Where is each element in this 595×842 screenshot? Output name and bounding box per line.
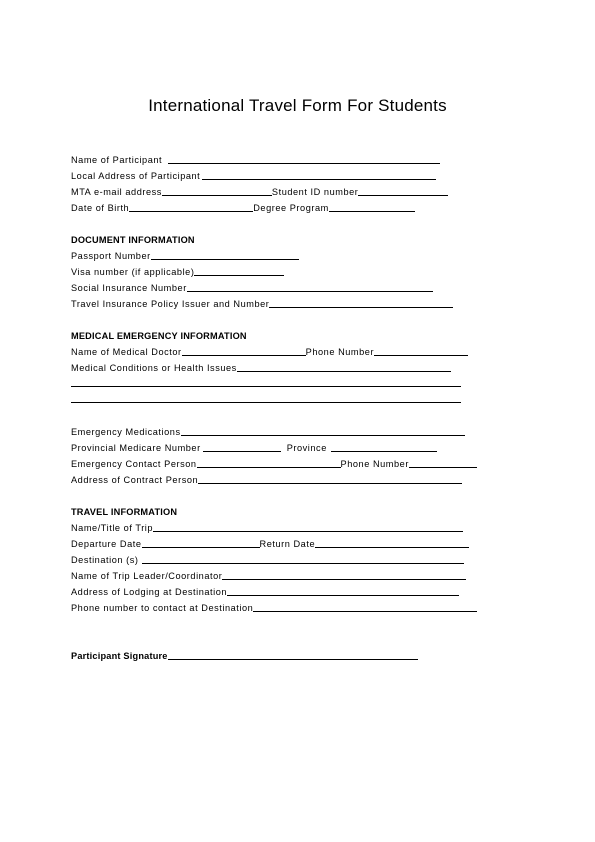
lodging-row	[71, 586, 459, 598]
contact-person-label: Emergency Contact Person	[71, 459, 197, 469]
visa-label: Visa number (if applicable)	[71, 267, 195, 277]
medicare-label: Provincial Medicare Number	[71, 443, 201, 453]
local-address-label: Local Address of Participant	[71, 171, 201, 181]
leader-row	[71, 570, 466, 582]
conditions-label: Medical Conditions or Health Issues	[71, 363, 237, 373]
doctor-label: Name of Medical Doctor	[71, 347, 182, 357]
lodging-field[interactable]	[227, 586, 459, 596]
medicare-field[interactable]	[203, 442, 281, 452]
passport-label: Passport Number	[71, 251, 151, 261]
dob-degree-row	[71, 202, 415, 214]
leader-field[interactable]	[222, 570, 466, 580]
trip-title-label: Name/Title of Trip	[71, 523, 154, 533]
medications-field[interactable]	[181, 426, 465, 436]
conditions-extra-line-2[interactable]	[71, 402, 461, 403]
participant-name-field[interactable]	[168, 154, 440, 164]
destination-label: Destination (s)	[71, 555, 139, 565]
visa-row	[71, 266, 284, 278]
passport-row	[71, 250, 299, 262]
dob-field[interactable]	[129, 202, 253, 212]
phone-dest-label: Phone number to contact at Destination	[71, 603, 254, 613]
contact-address-label: Address of Contract Person	[71, 475, 199, 485]
phone-dest-field[interactable]	[253, 602, 477, 612]
conditions-field[interactable]	[237, 362, 451, 372]
participant-name-row	[71, 154, 440, 166]
doctor-phone-label: Phone Number	[305, 347, 375, 357]
insurance-label: Travel Insurance Policy Issuer and Number	[71, 299, 270, 309]
document-heading: DOCUMENT INFORMATION	[71, 235, 195, 245]
destination-field[interactable]	[142, 554, 464, 564]
medications-row	[71, 426, 465, 438]
degree-label: Degree Program	[253, 203, 329, 213]
conditions-row	[71, 362, 451, 374]
sin-row	[71, 282, 433, 294]
degree-field[interactable]	[329, 202, 415, 212]
student-id-field[interactable]	[358, 186, 448, 196]
medications-label: Emergency Medications	[71, 427, 181, 437]
lodging-label: Address of Lodging at Destination	[71, 587, 228, 597]
departure-field[interactable]	[142, 538, 260, 548]
province-label: Province	[286, 443, 327, 453]
sin-field[interactable]	[187, 282, 433, 292]
medicare-row	[71, 442, 437, 454]
passport-field[interactable]	[151, 250, 299, 260]
contact-address-row	[71, 474, 462, 486]
email-label: MTA e-mail address	[71, 187, 162, 197]
trip-title-field[interactable]	[153, 522, 463, 532]
doctor-field[interactable]	[182, 346, 306, 356]
province-field[interactable]	[331, 442, 437, 452]
signature-field[interactable]	[168, 650, 418, 660]
email-field[interactable]	[162, 186, 272, 196]
leader-label: Name of Trip Leader/Coordinator	[71, 571, 223, 581]
trip-title-row	[71, 522, 463, 534]
insurance-row	[71, 298, 453, 310]
doctor-row	[71, 346, 468, 358]
visa-field[interactable]	[194, 266, 284, 276]
contact-phone-label: Phone Number	[340, 459, 409, 469]
contact-phone-field[interactable]	[409, 458, 477, 468]
participant-name-label: Name of Participant	[71, 155, 163, 165]
doctor-phone-field[interactable]	[374, 346, 468, 356]
dates-row	[71, 538, 469, 550]
contact-address-field[interactable]	[198, 474, 462, 484]
return-field[interactable]	[315, 538, 469, 548]
destination-row	[71, 554, 464, 566]
form-title: International Travel Form For Students	[148, 96, 447, 115]
contact-person-field[interactable]	[197, 458, 341, 468]
departure-label: Departure Date	[71, 539, 142, 549]
medical-heading: MEDICAL EMERGENCY INFORMATION	[71, 331, 247, 341]
travel-heading: TRAVEL INFORMATION	[71, 507, 178, 517]
insurance-field[interactable]	[269, 298, 453, 308]
student-id-label: Student ID number	[271, 187, 359, 197]
local-address-row	[71, 170, 436, 182]
sin-label: Social Insurance Number	[71, 283, 187, 293]
email-studentid-row	[71, 186, 448, 198]
conditions-extra-line-1[interactable]	[71, 386, 461, 387]
local-address-field[interactable]	[202, 170, 436, 180]
signature-label: Participant Signature	[71, 651, 168, 661]
return-label: Return Date	[259, 539, 316, 549]
signature-row	[71, 650, 418, 662]
phone-dest-row	[71, 602, 477, 614]
dob-label: Date of Birth	[71, 203, 130, 213]
contact-person-row	[71, 458, 477, 470]
